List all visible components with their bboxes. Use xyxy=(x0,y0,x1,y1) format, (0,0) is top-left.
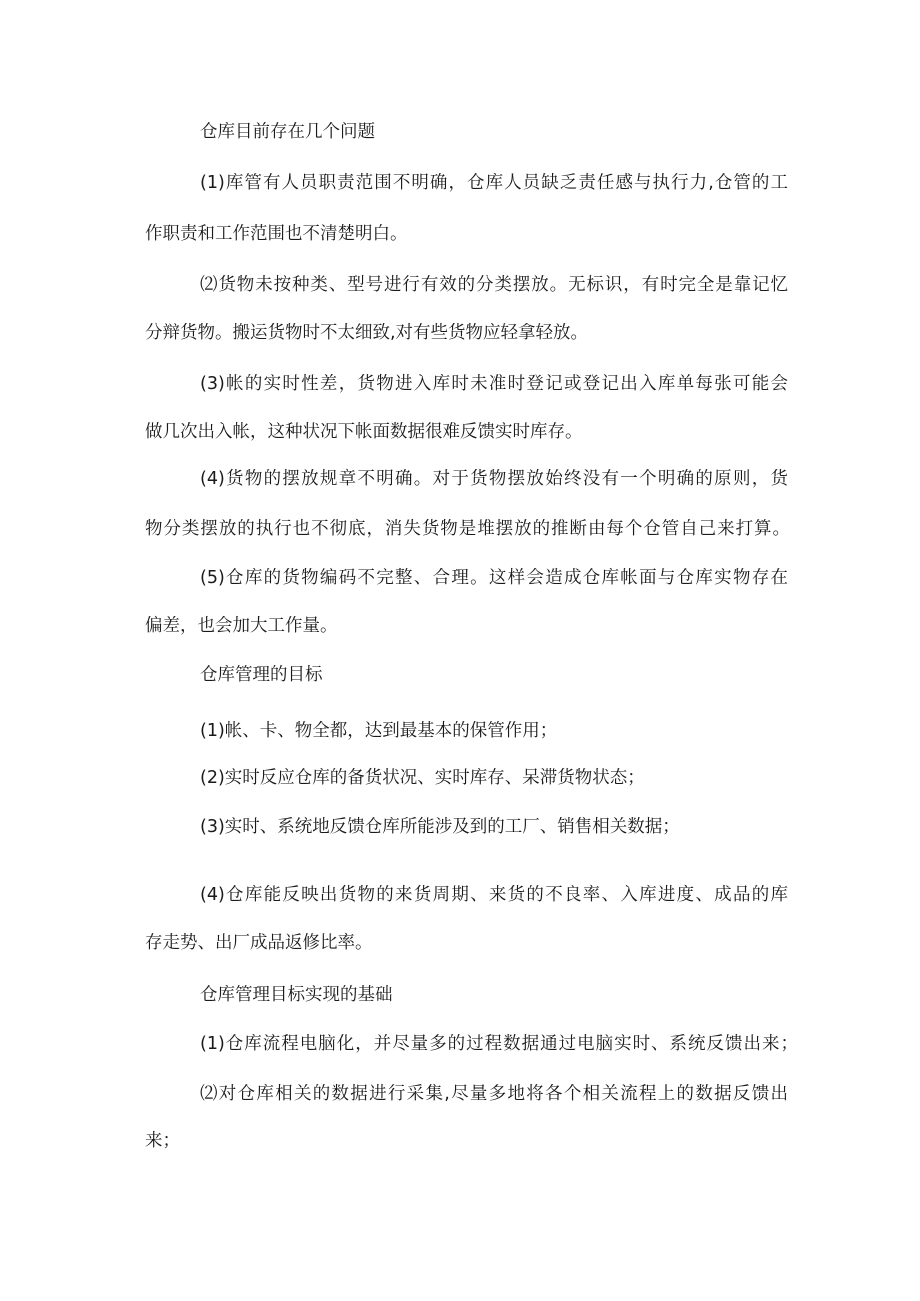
basis-1: (1)仓库流程电脑化，并尽量多的过程数据通过电脑实时、系统反馈出来； xyxy=(200,1034,798,1054)
problem-1-line-2: 作职责和工作范围也不清楚明白。 xyxy=(145,224,408,244)
problem-1-line-1: (1)库管有人员职责范围不明确，仓库人员缺乏责任感与执行力,仓管的工 xyxy=(200,173,788,193)
basis-2-line-2: 来； xyxy=(145,1131,180,1151)
goal-4-line-2: 存走势、出厂成品返修比率。 xyxy=(145,933,373,953)
problem-3-line-1: (3)帐的实时性差，货物进入库时未准时登记或登记出入库单每张可能会 xyxy=(200,374,788,394)
goal-4-line-1: (4)仓库能反映出货物的来货周期、来货的不良率、入库进度、成品的库 xyxy=(200,885,788,905)
goal-3: (3)实时、系统地反馈仓库所能涉及到的工厂、销售相关数据； xyxy=(200,817,680,837)
basis-2-line-1: ⑵对仓库相关的数据进行采集,尽量多地将各个相关流程上的数据反馈出 xyxy=(200,1084,788,1104)
problem-4-line-1: (4)货物的摆放规章不明确。对于货物摆放始终没有一个明确的原则，货 xyxy=(200,469,788,489)
heading-problems: 仓库目前存在几个问题 xyxy=(200,122,375,142)
problem-2-line-1: ⑵货物未按种类、型号进行有效的分类摆放。无标识，有时完全是靠记忆 xyxy=(200,275,788,295)
problem-2-line-2: 分辩货物。搬运货物时不太细致,对有些货物应轻拿轻放。 xyxy=(145,323,589,343)
problem-3-line-2: 做几次出入帐，这种状况下帐面数据很难反馈实时库存。 xyxy=(145,422,583,442)
problem-5-line-1: (5)仓库的货物编码不完整、合理。这样会造成仓库帐面与仓库实物存在 xyxy=(200,568,788,588)
heading-basis: 仓库管理目标实现的基础 xyxy=(200,985,393,1005)
goal-2: (2)实时反应仓库的备货状况、实时库存、呆滞货物状态； xyxy=(200,768,645,788)
heading-goals: 仓库管理的目标 xyxy=(200,665,323,685)
problem-4-line-2: 物分类摆放的执行也不彻底，消失货物是堆摆放的推断由每个仓管自己来打算。 xyxy=(145,519,790,539)
problem-5-line-2: 偏差，也会加大工作量。 xyxy=(145,616,338,636)
goal-1: (1)帐、卡、物全都，达到最基本的保管作用； xyxy=(200,721,558,741)
